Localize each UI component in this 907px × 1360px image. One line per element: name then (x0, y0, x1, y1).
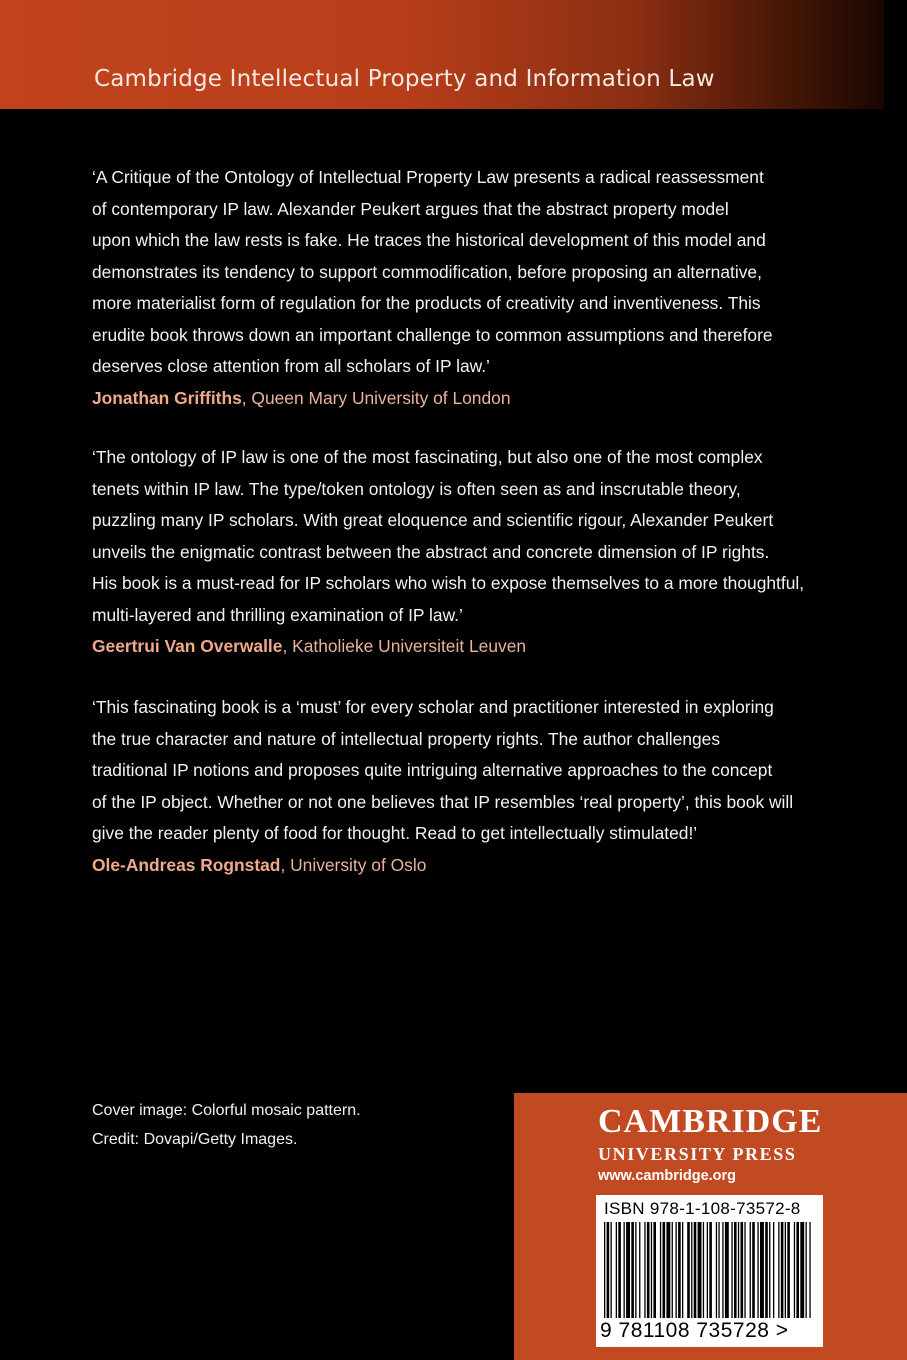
endorsement-quote: ‘The ontology of IP law is one of the most fascinating, but also one of the most complex tenets within IP law. The type/token ontology is often seen as and inscrutable theory, puzzling many IP scholars. With great eloquence and scientific rigour, Alexander Peukert unveils the enigmatic contrast between the abstract and concrete dimension of IP rights. His book is a must-read for IP scholars who wish to expose themselves to a more thoughtful, multi-layered and thrilling examination of IP law.’ (92, 447, 805, 625)
image-credit: Credit: Dovapi/Getty Images. (92, 1131, 298, 1148)
endorsement-attribution (92, 383, 827, 415)
series-banner (0, 0, 884, 109)
isbn-label: ISBN 978-1-108-73572-8 (604, 1199, 801, 1218)
endorser-affiliation: , University of Oslo (280, 854, 427, 875)
publisher-block (514, 1093, 907, 1360)
endorsement-quote: ‘A Critique of the Ontology of Intellectual Property Law presents a radical reassessment of contemporary IP law. Alexander Peukert argues that the abstract property model upon which the law rests is fake. He traces the historical development of this model and demonstrates its tendency to support commodification, before proposing an alternative, more materialist form of regulation for the products of creativity and inventiveness. This erudite book throws down an important challenge to common assumptions and therefore deserves close attention from all scholars of IP law.’ (92, 167, 773, 376)
endorsement-quote: ‘This fascinating book is a ‘must’ for every scholar and practitioner interested in exploring the true character and nature of intellectual property rights. The author challenges traditional IP notions and proposes quite intriguing alternative approaches to the concept of the IP object. Whether or not one believes that IP resembles ‘real property’, this book will give the reader plenty of food for thought. Read to get intellectually stimulated!’ (92, 697, 794, 843)
endorser-affiliation: , Queen Mary University of London (241, 387, 511, 408)
endorsement-2 (92, 442, 827, 663)
cover-credit (92, 1096, 361, 1154)
endorser-name: Ole-Andreas Rognstad (92, 854, 281, 875)
endorser-name: Geertrui Van Overwalle (92, 636, 283, 656)
publisher-name: CAMBRIDGE (598, 1103, 823, 1140)
endorser-name: Jonathan Griffiths (92, 387, 242, 408)
series-title: Cambridge Intellectual Property and Information Law (94, 66, 715, 92)
publisher-url: www.cambridge.org (598, 1168, 737, 1184)
endorser-affiliation: , Katholieke Universiteit Leuven (282, 636, 527, 656)
barcode-panel (596, 1195, 823, 1347)
endorsement-attribution (92, 631, 827, 663)
barcode-digits: 9 781108 735728 > (600, 1319, 789, 1342)
cover-image-caption: Cover image: Colorful mosaic pattern. (92, 1102, 361, 1119)
barcode-icon (602, 1222, 817, 1318)
endorsement-attribution (92, 850, 827, 882)
endorsement-3 (92, 692, 827, 881)
publisher-subtitle: UNIVERSITY PRESS (598, 1144, 797, 1164)
endorsement-1 (92, 162, 827, 414)
